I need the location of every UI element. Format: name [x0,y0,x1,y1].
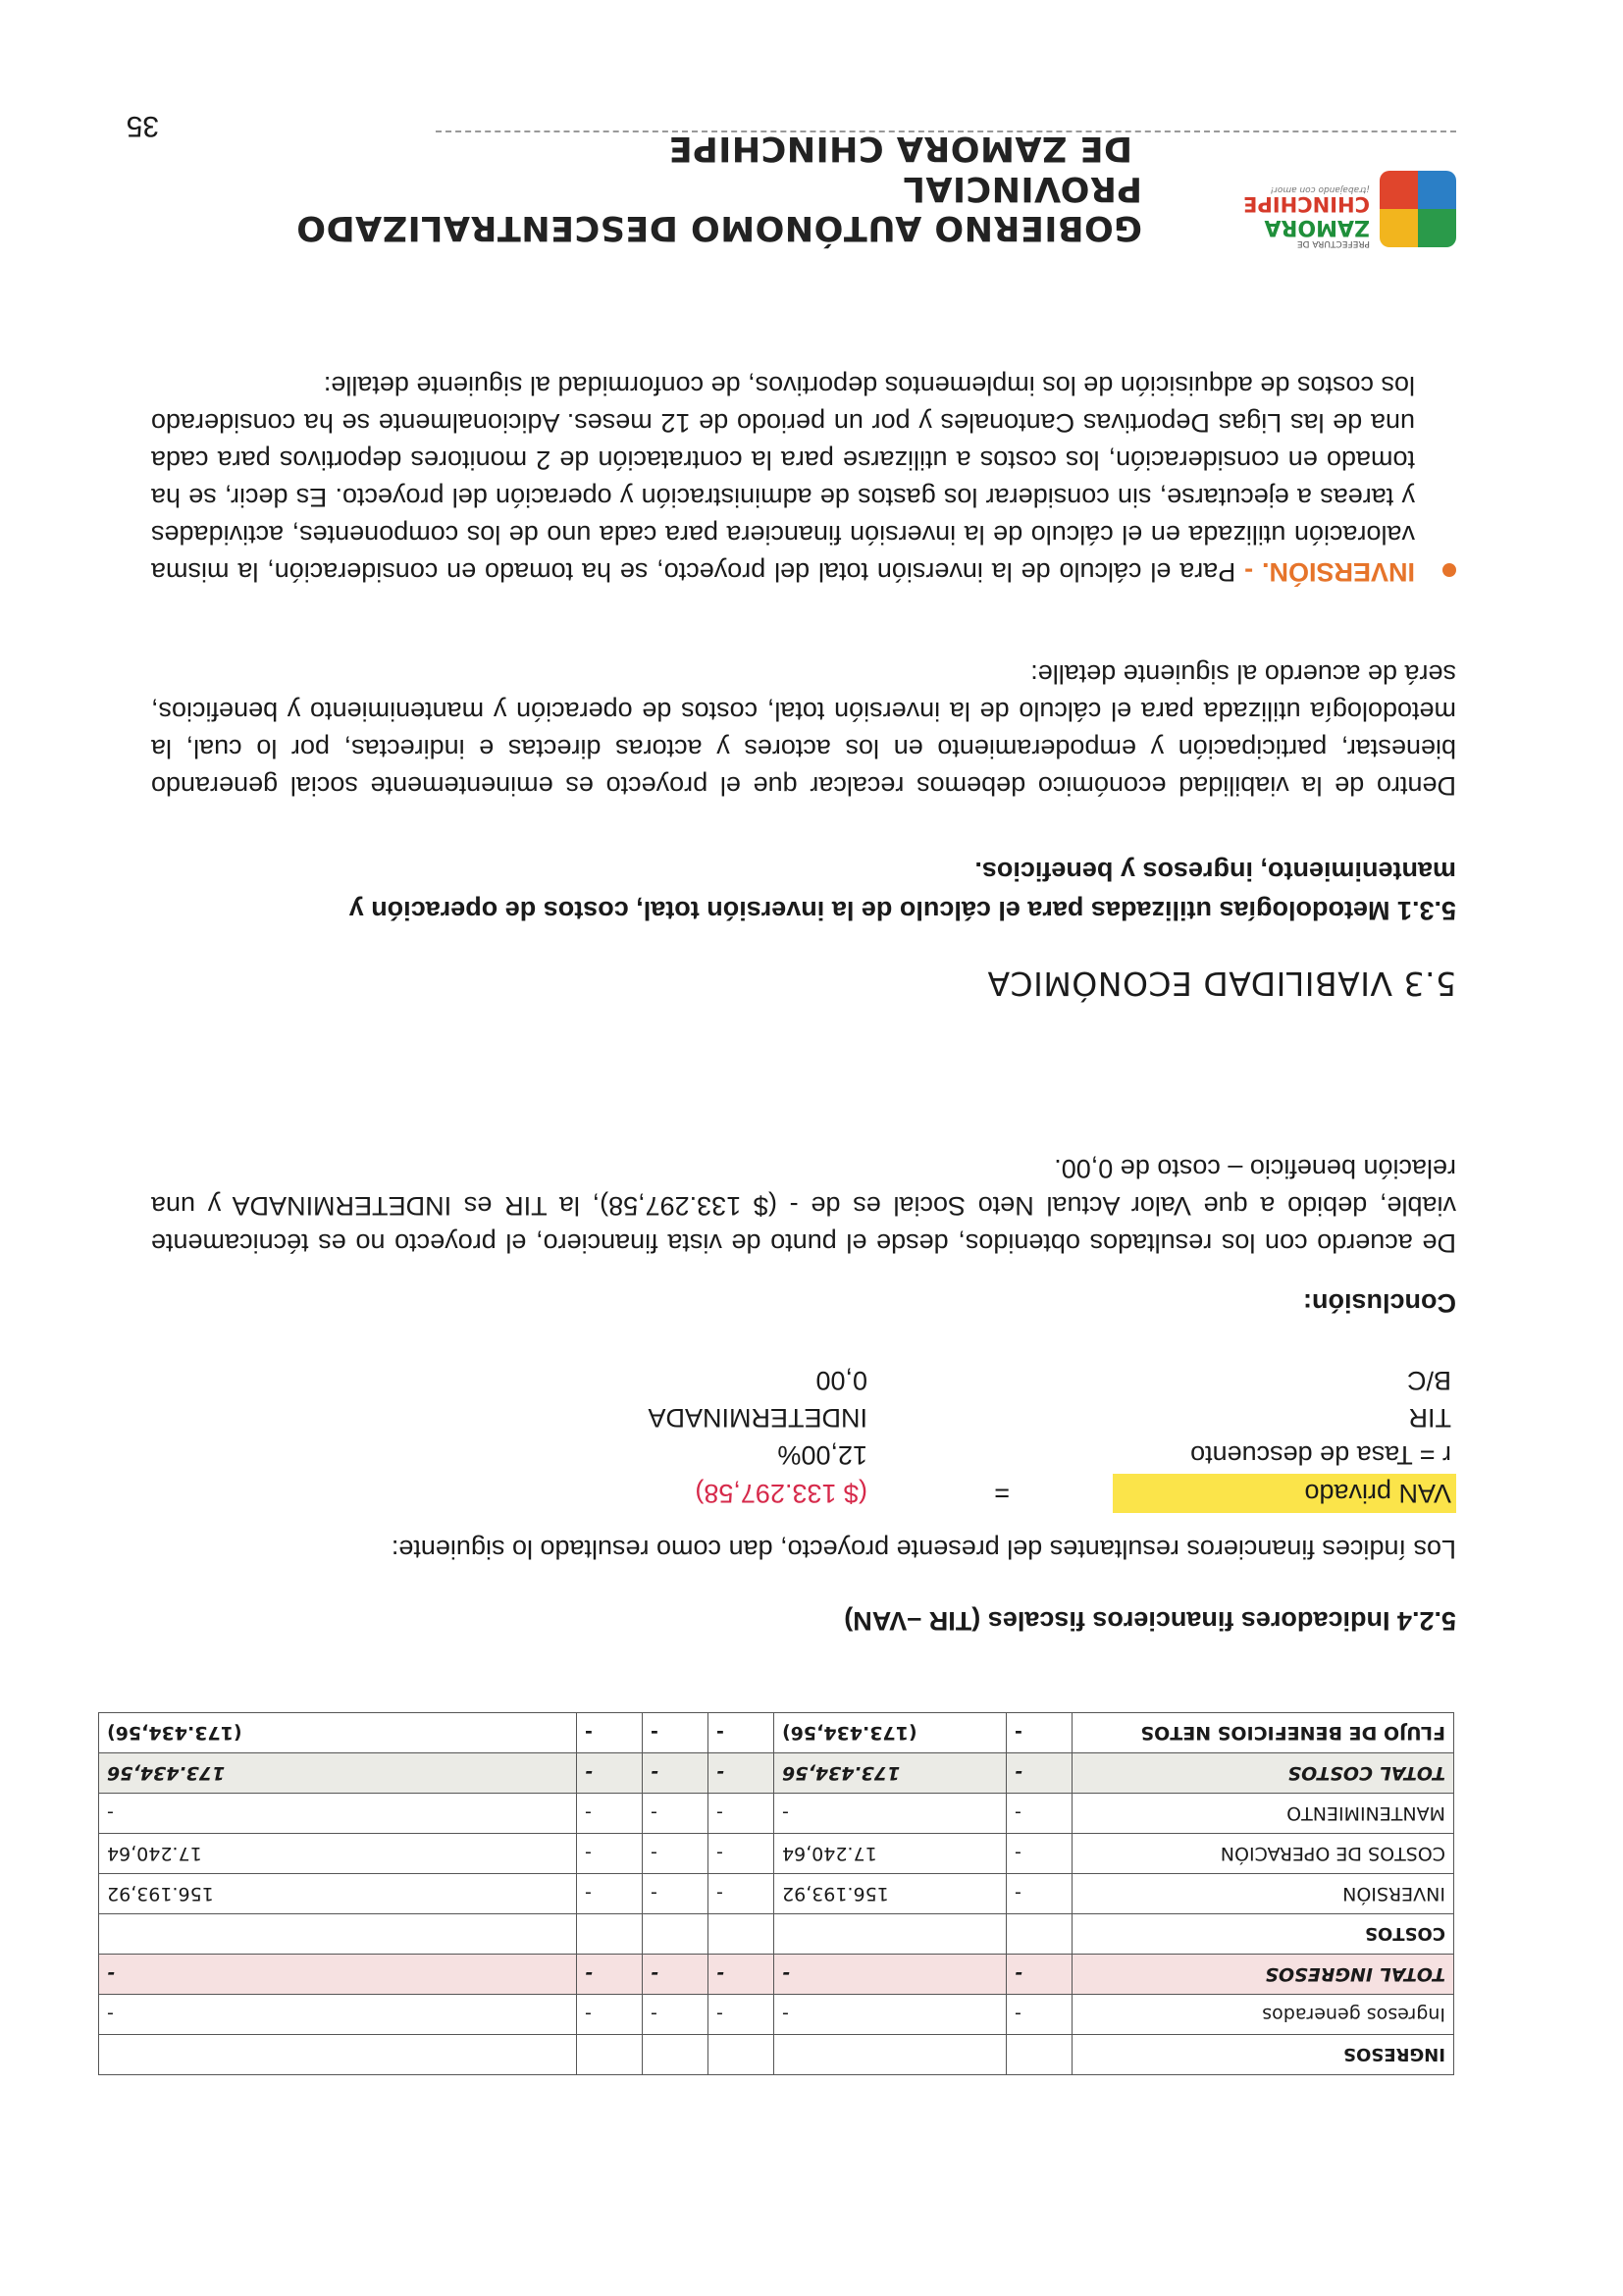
institution-title-line1: GOBIERNO AUTÓNOMO DESCENTRALIZADO PROVINCIAL [295,168,1142,247]
section-heading-5-3-1: 5.3.1 Metodologías utilizadas para el cálculo de la inversión total, costos de operación y mantenimiento, ingresos y beneficios. [348,857,1456,925]
inversion-title: INVERSIÓN. - [1244,557,1415,587]
inversion-text: Para el cálculo de la inversión total del proyecto, se ha tomado en consideración, la misma valoración utilizada en el cálculo de la inversión financiera para cada uno de los componentes, actividades y tareas a ejecutarse, sin considerar los gastos de administración y operación del proyecto. Es decir, se ha tomado en consideración, los costos a utilizarse para la contratación de 2 monitores deportivos para cada una de las Ligas Deportivas Cantonales y por un periodo de 12 meses. Adicionalmente se ha considerado los costos de adquisición de los implementos deportivos, de conformidad al siguiente detalle: [151,371,1415,587]
inversion-paragraph [151,367,1415,591]
table-row: Ingresos generados - - - - - - [99,1995,1454,2035]
rate-label: r = Tasa de descuento [1190,1440,1451,1470]
letterhead [141,118,1456,255]
bc-value: 0,00 [815,1366,867,1395]
conclusion-heading: Conclusión: [1303,1288,1456,1318]
rate-value: 12,00% [777,1440,867,1470]
indicators-intro: Los índices financieros resultantes del presente proyecto, dan como resultado lo siguiente: [391,1535,1456,1564]
table-row: MANTENIMIENTO - - - - - - [99,1794,1454,1834]
tir-value: INDETERMINADA [648,1403,867,1433]
prefectura-logo [1243,147,1456,255]
methodology-paragraph: Dentro de la viabilidad económico debemos recalcar que el proyecto es eminentemente social generando bienestar, participación y empoderamiento en los actores y actoras directas e indirectas, por lo cual, la metodología utilizada para el cálculo de la inversión total, costos de operación y mantenimiento y beneficios, será de acuerdo al siguiente detalle: [151,659,1456,801]
bullet-icon [1442,563,1456,577]
section-heading-5-3: 5.3 VIABILIDAD ECONÓMICA [987,965,1456,1003]
table-row: TOTAL INGRESOS - - - - - - [99,1955,1454,1995]
header-divider [436,130,1456,132]
van-label: VAN privado [1304,1479,1451,1508]
van-equals: = [994,1479,1010,1508]
bc-label: B/C [1406,1366,1451,1395]
cash-flow-table [98,1712,1454,2075]
section-heading-5-2-4: 5.2.4 Indicadores financieros fiscales (TIR –VAN) [844,1606,1456,1636]
tir-label: TIR [1408,1403,1451,1433]
institution-title [161,129,1142,247]
conclusion-text: De acuerdo con los resultados obtenidos, desde el punto de vista financiero, el proyecto no es técnicamente viable, debido a que Valor Actual Neto Social es de - ($ 133.297,58), la TIR es INDETERMINADA y una relación beneficio – costo de 0,00. [151,1154,1456,1258]
table-row: COSTOS [99,1914,1454,1955]
table-row: INGRESOS [99,2035,1454,2075]
table-row: INVERSIÓN - 156.193,92 - - - 156.193,92 [99,1874,1454,1914]
page-number: 35 [126,110,159,142]
table-row: TOTAL COSTOS - 173.434,56 - - - 173.434,56 [99,1753,1454,1794]
logo-wordmark: PREFECTURA DE ZAMORA CHINCHIPE ¡trabajando con amor! [1243,184,1370,248]
logo-emblem-icon [1380,171,1456,247]
van-value: ($ 133.297,58) [695,1479,867,1508]
table-row: COSTOS DE OPERACIÓN - 17.240,64 - - - 17.240,64 [99,1834,1454,1874]
institution-title-line2: DE ZAMORA CHINCHIPE [668,129,1132,169]
table-row: FLUJO DE BENEFICIOS NETOS - (173.434,56) - - - (173.434,56) [99,1713,1454,1753]
